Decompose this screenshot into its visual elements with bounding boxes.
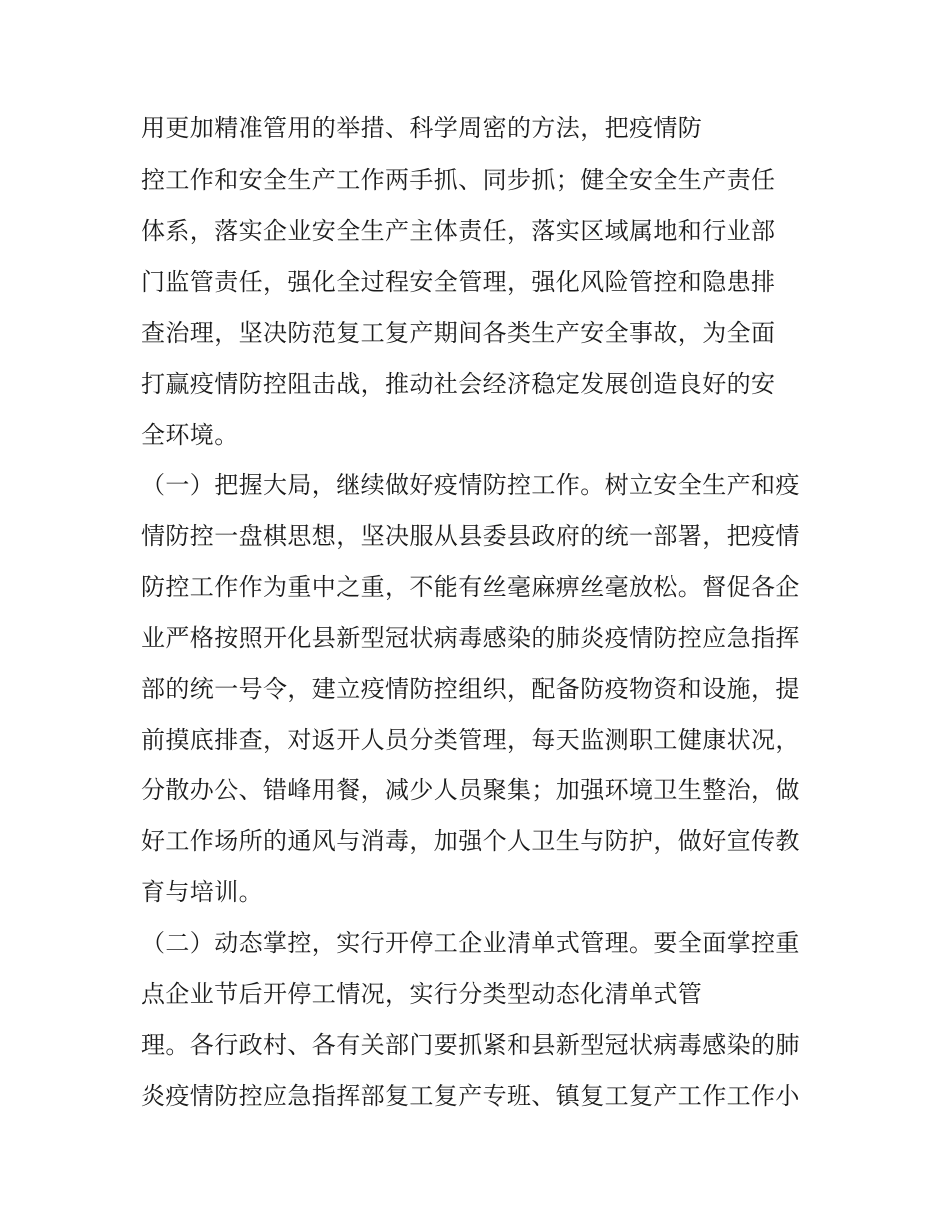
text-line: 好工作场所的通风与消毒，加强个人卫生与防护，做好宣传教 xyxy=(141,827,800,855)
text-line: 业严格按照开化县新型冠状病毒感染的肺炎疫情防控应急指挥 xyxy=(141,624,800,652)
text-line: 分散办公、错峰用餐，减少人员聚集；加强环境卫生整治，做 xyxy=(141,776,800,804)
text-line: 查治理，坚决防范复工复产期间各类生产安全事故，为全面 xyxy=(141,319,776,347)
text-line: 情防控一盘棋思想，坚决服从县委县政府的统一部署，把疫情 xyxy=(141,522,800,550)
text-line: 用更加精准管用的举措、科学周密的方法，把疫情防 xyxy=(141,114,703,142)
text-line: 全环境。 xyxy=(141,421,239,449)
text-line: 理。各行政村、各有关部门要抓紧和县新型冠状病毒感染的肺 xyxy=(141,1031,800,1059)
text-line: 点企业节后开停工情况，实行分类型动态化清单式管 xyxy=(141,980,703,1008)
text-line: 控工作和安全生产工作两手抓、同步抓；健全安全生产责任 xyxy=(141,166,776,194)
text-line: 门监管责任，强化全过程安全管理，强化风险管控和隐患排 xyxy=(141,268,776,296)
text-line: 炎疫情防控应急指挥部复工复产专班、镇复工复产工作工作小 xyxy=(141,1082,800,1110)
text-line: 体系，落实企业安全生产主体责任，落实区域属地和行业部 xyxy=(141,217,776,245)
section-heading-line: （一）把握大局，继续做好疫情防控工作。树立安全生产和疫 xyxy=(141,471,800,499)
section-heading-line: （二）动态掌控，实行开停工企业清单式管理。要全面掌控重 xyxy=(141,929,800,957)
text-line: 防控工作作为重中之重，不能有丝毫麻痹丝毫放松。督促各企 xyxy=(141,573,800,601)
text-line: 育与培训。 xyxy=(141,878,263,906)
text-line: 前摸底排查，对返开人员分类管理，每天监测职工健康状况， xyxy=(141,726,800,754)
text-line: 打赢疫情防控阻击战，推动社会经济稳定发展创造良好的安 xyxy=(141,370,776,398)
text-line: 部的统一号令，建立疫情防控组织，配备防疫物资和设施，提 xyxy=(141,675,800,703)
